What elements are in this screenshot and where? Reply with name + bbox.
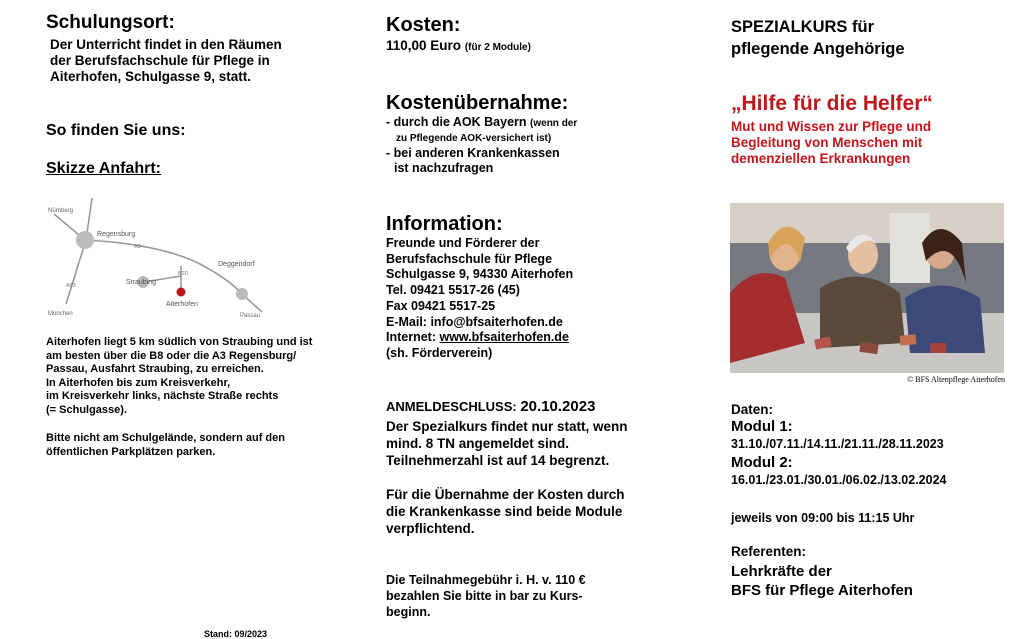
costs-heading: Kosten: [386, 14, 461, 36]
map-label-munchen: München [48, 311, 73, 317]
location-line: der Berufsfachschule für Pflege in [50, 53, 270, 68]
deadline-line: mind. 8 TN angemeldet sind. [386, 436, 570, 451]
coverage-aok-note: (wenn der [530, 118, 578, 129]
map-label-a3: A3 [134, 244, 141, 250]
directions-line: am besten über die B8 oder die A3 Regensburg/ [46, 349, 297, 362]
info-line: Freunde und Förderer der [386, 236, 540, 250]
info-heading: Information: [386, 213, 503, 235]
speakers-text [731, 562, 913, 600]
directions-line: im Kreisverkehr links, nächste Straße rechts [46, 390, 279, 402]
parking-text [46, 432, 285, 459]
internet-label: Internet: [386, 330, 440, 345]
location-line: Der Unterricht findet in den Räumen [50, 37, 282, 52]
map-label-regensburg: Regensburg [97, 231, 136, 238]
fee-line: beginn. [386, 605, 431, 619]
subtitle-line: demenziellen Erkrankungen [731, 151, 911, 166]
speakers-label: Referenten: [731, 544, 807, 559]
directions-text [46, 336, 312, 417]
coverage-aok: - durch die AOK Bayern [386, 115, 527, 129]
subtitle-line: Begleitung von Menschen mit [731, 135, 923, 150]
info-line: Fax 09421 5517-25 [386, 298, 496, 313]
info-line: Berufsfachschule für Pflege [386, 251, 553, 266]
dates-label: Daten: [731, 402, 774, 417]
info-line: Tel. 09421 5517-26 (45) [386, 283, 520, 298]
deadline-label: ANMELDESCHLUSS: [386, 399, 521, 414]
map-label-a93: A93 [66, 283, 76, 289]
deadline-date: 20.10.2023 [520, 398, 596, 415]
parking-line: Bitte nicht am Schulgelände, sondern auf den [46, 432, 285, 444]
speakers-line: Lehrkräfte der [731, 563, 832, 580]
modules-text [386, 486, 625, 537]
module2-dates: 16.01./23.01./30.01./06.02./13.02.2024 [731, 473, 947, 487]
motto: „Hilfe für die Helfer“ [731, 92, 933, 115]
fee-line: Die Teilnahmegebühr i. H. v. 110 € [386, 573, 586, 587]
location-line: Aiterhofen, Schulgasse 9, statt. [50, 69, 252, 84]
photo-caption: © BFS Altenpflege Aiterhofen [907, 375, 1005, 384]
fee-text [386, 572, 586, 620]
map-label-straubing: Straubing [126, 279, 156, 286]
info-line: (sh. Förderverein) [386, 345, 493, 360]
module1-dates: 31.10./07.11./14.11./21.11./28.11.2023 [731, 437, 944, 451]
map-label-passau: Passau [240, 313, 261, 319]
fee-line: bezahlen Sie bitte in bar zu Kurs- [386, 589, 583, 603]
find-us-heading: So finden Sie uns: [46, 122, 186, 139]
internet-link[interactable]: www.bfsaiterhofen.de [439, 330, 569, 345]
coverage-line [386, 115, 577, 131]
course-title-line: SPEZIALKURS für [731, 18, 875, 36]
module1-label: Modul 1: [731, 418, 793, 435]
info-internet [386, 330, 573, 346]
parking-line: öffentlichen Parkplätzen parken. [46, 445, 216, 458]
deadline-line: Teilnehmerzahl ist auf 14 begrenzt. [386, 453, 610, 468]
subtitle-line: Mut und Wissen zur Pflege und [731, 119, 932, 134]
modules-line: verpflichtend. [386, 521, 475, 536]
info-line: E-Mail: info@bfsaiterhofen.de [386, 314, 563, 329]
deadline-heading [386, 398, 595, 416]
info-text [386, 236, 573, 362]
coverage-line: ist nachzufragen [394, 161, 494, 175]
course-photo [730, 203, 1004, 373]
course-title [731, 16, 905, 60]
costs-value-line [386, 38, 531, 53]
directions-line: Aiterhofen liegt 5 km südlich von Straubing und ist [46, 336, 313, 348]
modules-line: die Krankenkasse sind beide Module [386, 504, 623, 519]
location-text [50, 37, 282, 85]
time-line: jeweils von 09:00 bis 11:15 Uhr [731, 511, 915, 525]
map-label-deggendorf: Deggendorf [218, 261, 255, 268]
info-line: Schulgasse 9, 94330 Aiterhofen [386, 267, 574, 282]
modules-line: Für die Übernahme der Kosten durch [386, 487, 625, 502]
speakers-line: BFS für Pflege Aiterhofen [731, 582, 913, 599]
directions-line: (= Schulgasse). [46, 403, 128, 416]
costs-value: 110,00 Euro [386, 38, 462, 53]
footer-date: Stand: 09/2023 [204, 629, 268, 639]
directions-line: In Aiterhofen bis zum Kreisverkehr, [46, 376, 231, 389]
sketch-heading: Skizze Anfahrt: [46, 160, 161, 177]
module2-label: Modul 2: [731, 454, 793, 471]
coverage-heading: Kostenübernahme: [386, 92, 569, 114]
map-label-aiterhofen: Aiterhofen [166, 301, 198, 308]
deadline-text [386, 418, 628, 469]
coverage-line: - bei anderen Krankenkassen [386, 146, 560, 160]
directions-line: Passau, Ausfahrt Straubing, zu erreichen. [46, 363, 264, 375]
location-heading: Schulungsort: [46, 12, 175, 33]
course-title-line: pflegende Angehörige [731, 40, 905, 58]
route-map [40, 196, 280, 324]
map-label-nurnberg: Nürnberg [48, 208, 74, 214]
costs-note: (für 2 Module) [464, 42, 531, 53]
deadline-line: Der Spezialkurs findet nur statt, wenn [386, 419, 628, 434]
coverage-line: zu Pflegende AOK-versichert ist) [396, 133, 552, 144]
course-subtitle [731, 119, 931, 167]
coverage-text [386, 115, 577, 176]
map-label-b20: B20 [178, 271, 188, 277]
